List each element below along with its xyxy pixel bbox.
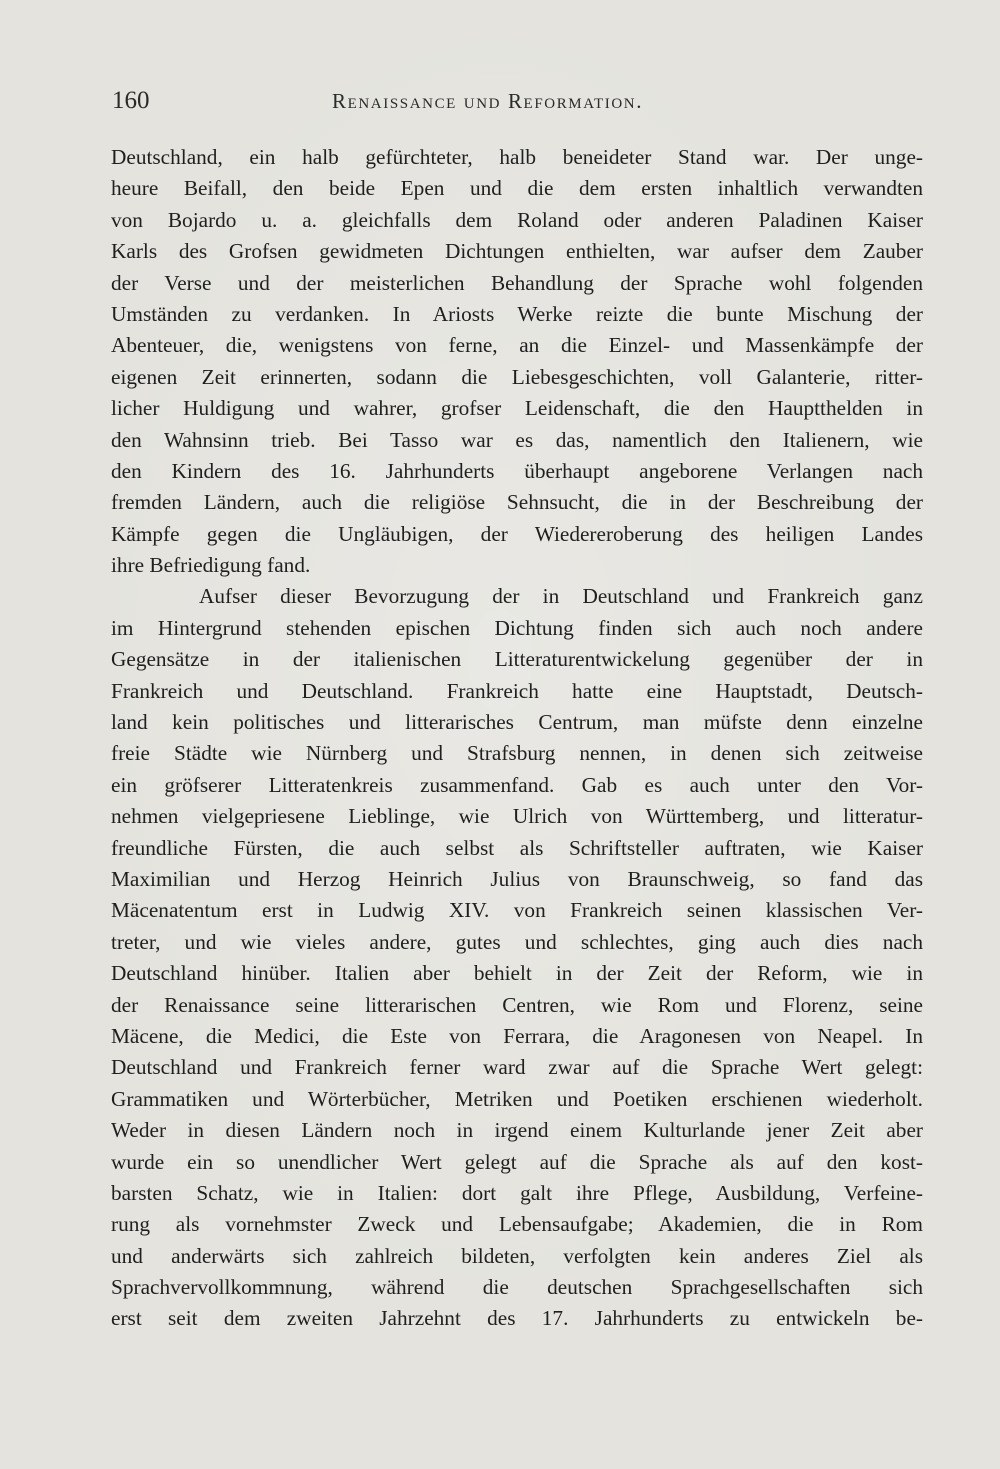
text-line: Sprachvervollkommnung, während die deutschen Sprachgesellschaften sich bbox=[111, 1275, 923, 1300]
text-line: eigenen Zeit erinnerten, sodann die Liebesgeschichten, voll Galanterie, ritter- bbox=[111, 364, 923, 389]
text-line: freundliche Fürsten, die auch selbst als Schriftsteller auftraten, wie Kaiser bbox=[111, 835, 923, 860]
page-number: 160 bbox=[112, 87, 150, 114]
text-line: treter, und wie vieles andere, gutes und schlechtes, ging auch dies nach bbox=[111, 929, 923, 954]
body-text bbox=[111, 142, 923, 1335]
text-line: ein gröfserer Litteratenkreis zusammenfand. Gab es auch unter den Vor- bbox=[111, 772, 923, 797]
text-line: und anderwärts sich zahlreich bildeten, verfolgten kein anderes Ziel als bbox=[111, 1243, 923, 1268]
running-title: Renaissance und Reformation. bbox=[332, 89, 644, 113]
text-line: Gegensätze in der italienischen Litteraturentwickelung gegenüber der in bbox=[111, 647, 923, 672]
text-line: Mäcenatentum erst in Ludwig XIV. von Frankreich seinen klassischen Ver- bbox=[111, 898, 923, 923]
text-line: rung als vornehmster Zweck und Lebensaufgabe; Akademien, die in Rom bbox=[111, 1212, 923, 1237]
text-line: barsten Schatz, wie in Italien: dort galt ihre Pflege, Ausbildung, Verfeine- bbox=[111, 1180, 923, 1205]
text-line: den Kindern des 16. Jahrhunderts überhaupt angeborene Verlangen nach bbox=[111, 458, 923, 483]
text-line: erst seit dem zweiten Jahrzehnt des 17. Jahrhunderts zu entwickeln be- bbox=[111, 1306, 923, 1331]
text-line: freie Städte wie Nürnberg und Strafsburg nennen, in denen sich zeitweise bbox=[111, 741, 923, 766]
text-line: Deutschland und Frankreich ferner ward zwar auf die Sprache Wert gelegt: bbox=[111, 1055, 923, 1080]
text-line: heure Beifall, den beide Epen und die dem ersten inhaltlich verwandten bbox=[111, 176, 923, 201]
text-line: ihre Befriedigung fand. bbox=[111, 553, 311, 578]
text-line: Mäcene, die Medici, die Este von Ferrara, die Aragonesen von Neapel. In bbox=[111, 1023, 923, 1048]
text-line: land kein politisches und litterarisches Centrum, man müfste denn einzelne bbox=[111, 710, 923, 735]
text-line: den Wahnsinn trieb. Bei Tasso war es das, namentlich den Italienern, wie bbox=[111, 427, 923, 452]
text-line: fremden Ländern, auch die religiöse Sehnsucht, die in der Beschreibung der bbox=[111, 490, 923, 515]
text-line: Deutschland hinüber. Italien aber behielt in der Zeit der Reform, wie in bbox=[111, 961, 923, 986]
text-line: Aufser dieser Bevorzugung der in Deutschland und Frankreich ganz bbox=[199, 584, 923, 609]
text-line: Deutschland, ein halb gefürchteter, halb beneideter Stand war. Der unge- bbox=[111, 145, 923, 169]
paragraph-1 bbox=[111, 142, 923, 581]
text-line: wurde ein so unendlicher Wert gelegt auf die Sprache als auf den kost- bbox=[111, 1149, 923, 1174]
text-line: licher Huldigung und wahrer, grofser Leidenschaft, die den Hauptthelden in bbox=[111, 396, 923, 421]
text-line: Umständen zu verdanken. In Ariosts Werke reizte die bunte Mischung der bbox=[111, 301, 923, 326]
text-line: nehmen vielgepriesene Lieblinge, wie Ulrich von Württemberg, und litteratur- bbox=[111, 804, 923, 829]
text-line: Kämpfe gegen die Ungläubigen, der Wiedereroberung des heiligen Landes bbox=[111, 521, 923, 546]
text-line: Frankreich und Deutschland. Frankreich hatte eine Hauptstadt, Deutsch- bbox=[111, 678, 923, 703]
text-line: der Renaissance seine litterarischen Centren, wie Rom und Florenz, seine bbox=[111, 992, 923, 1017]
text-line: Karls des Grofsen gewidmeten Dichtungen enthielten, war aufser dem Zauber bbox=[111, 239, 923, 264]
text-line: Weder in diesen Ländern noch in irgend einem Kulturlande jener Zeit aber bbox=[111, 1118, 923, 1143]
text-line: Grammatiken und Wörterbücher, Metriken und Poetiken erschienen wiederholt. bbox=[111, 1086, 923, 1111]
paragraph-2 bbox=[111, 581, 923, 1334]
text-line: Maximilian und Herzog Heinrich Julius von Braunschweig, so fand das bbox=[111, 866, 923, 891]
running-head bbox=[112, 84, 912, 118]
text-line: im Hintergrund stehenden epischen Dichtung finden sich auch noch andere bbox=[111, 615, 923, 640]
text-line: der Verse und der meisterlichen Behandlung der Sprache wohl folgenden bbox=[111, 270, 923, 295]
text-line: Abenteuer, die, wenigstens von ferne, an die Einzel- und Massenkämpfe der bbox=[111, 333, 923, 358]
text-line: von Bojardo u. a. gleichfalls dem Roland oder anderen Paladinen Kaiser bbox=[111, 207, 923, 232]
